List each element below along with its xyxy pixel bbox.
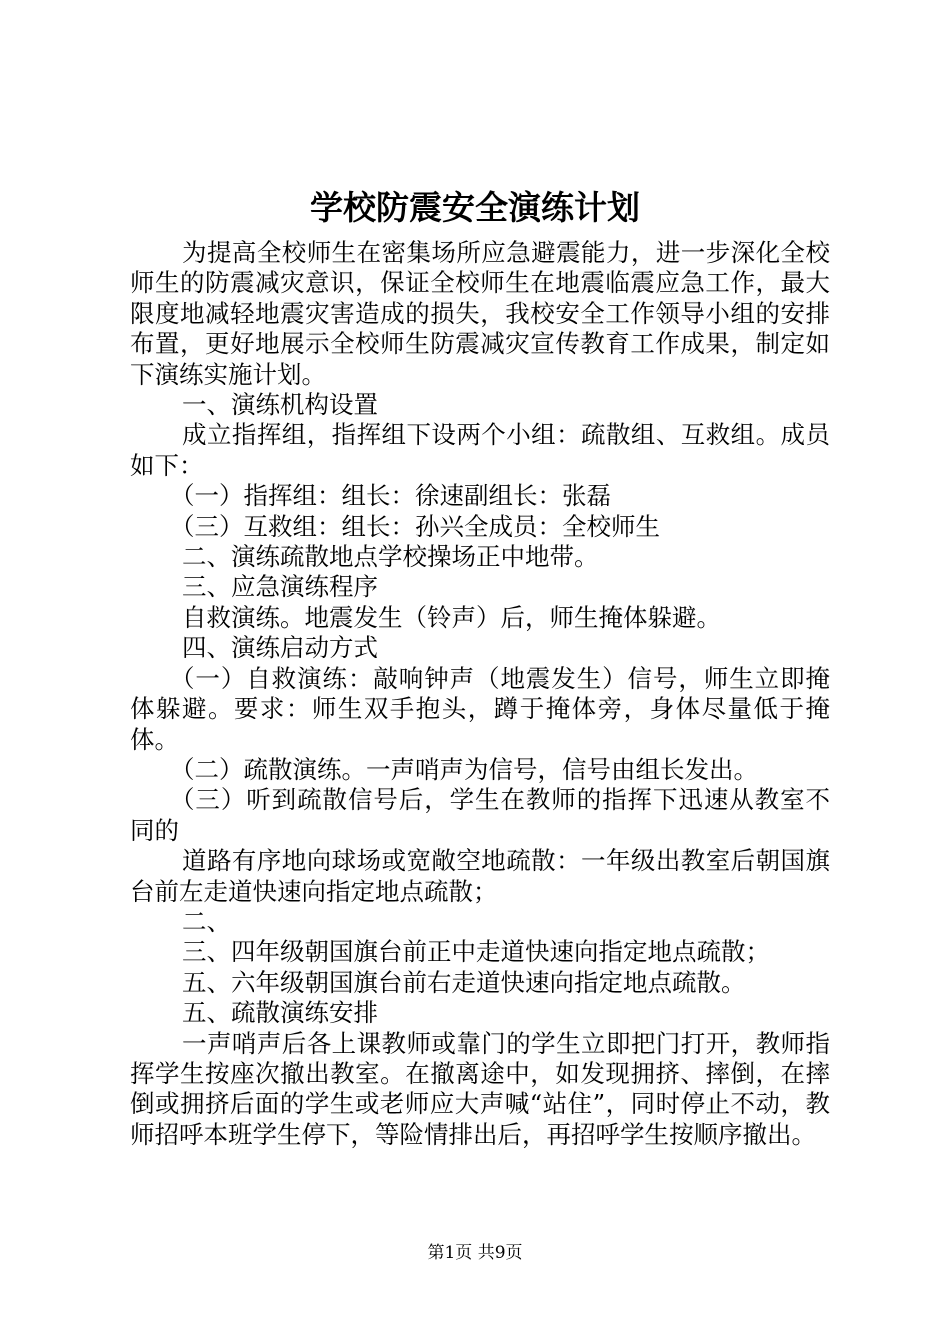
paragraph-grade-three-four: 三、四年级朝国旗台前正中走道快速向指定地点疏散； [182, 937, 770, 967]
paragraph-grade-two: 二、 [182, 906, 231, 936]
section-heading-procedure: 三、应急演练程序 [182, 572, 378, 602]
section-heading-arrangement: 五、疏散演练安排 [182, 998, 378, 1028]
paragraph-organization: 成立指挥组，指挥组下设两个小组：疏散组、互救组。成员如下： [130, 420, 830, 480]
section-heading-startup: 四、演练启动方式 [182, 633, 378, 663]
paragraph-grade-five-six: 五、六年级朝国旗台前右走道快速向指定地点疏散。 [182, 967, 746, 997]
paragraph-procedure: 自救演练。地震发生（铃声）后，师生掩体躲避。 [182, 602, 721, 632]
page-number-footer: 第1页 共9页 [427, 1243, 523, 1263]
list-item-self-rescue: （一）自救演练：敲响钟声（地震发生）信号，师生立即掩体躲避。要求：师生双手抱头，蹲于掩体旁，身体尽量低于掩体。 [130, 663, 830, 754]
list-item-evacuation-drill: （二）疏散演练。一声哨声为信号，信号由组长发出。 [170, 754, 758, 784]
list-item-command-group: （一）指挥组：组长：徐速副组长：张磊 [170, 481, 611, 511]
list-item-evacuation-signal: （三）听到疏散信号后，学生在教师的指挥下迅速从教室不同的 [130, 785, 830, 845]
section-heading-location: 二、演练疏散地点学校操场正中地带。 [182, 542, 599, 572]
list-item-rescue-group: （三）互救组：组长：孙兴全成员：全校师生 [170, 511, 660, 541]
document-body [130, 238, 830, 1150]
section-heading-organization: 一、演练机构设置 [182, 390, 378, 420]
document-title: 学校防震安全演练计划 [310, 188, 640, 227]
paragraph-evacuation-routes: 道路有序地向球场或宽敞空地疏散：一年级出教室后朝国旗台前左走道快速向指定地点疏散； [130, 846, 830, 906]
paragraph-arrangement: 一声哨声后各上课教师或靠门的学生立即把门打开，教师指挥学生按座次撤出教室。在撤离途中，如发现拥挤、摔倒，在摔倒或拥挤后面的学生或老师应大声喊“站住”，同时停止不动，教师招呼本班学生停下，等险情排出后，再招呼学生按顺序撤出。 [130, 1028, 830, 1149]
intro-paragraph: 为提高全校师生在密集场所应急避震能力，进一步深化全校师生的防震减灾意识，保证全校师生在地震临震应急工作，最大限度地减轻地震灾害造成的损失，我校安全工作领导小组的安排布置，更好地展示全校师生防震减灾宣传教育工作成果，制定如下演练实施计划。 [130, 238, 830, 389]
